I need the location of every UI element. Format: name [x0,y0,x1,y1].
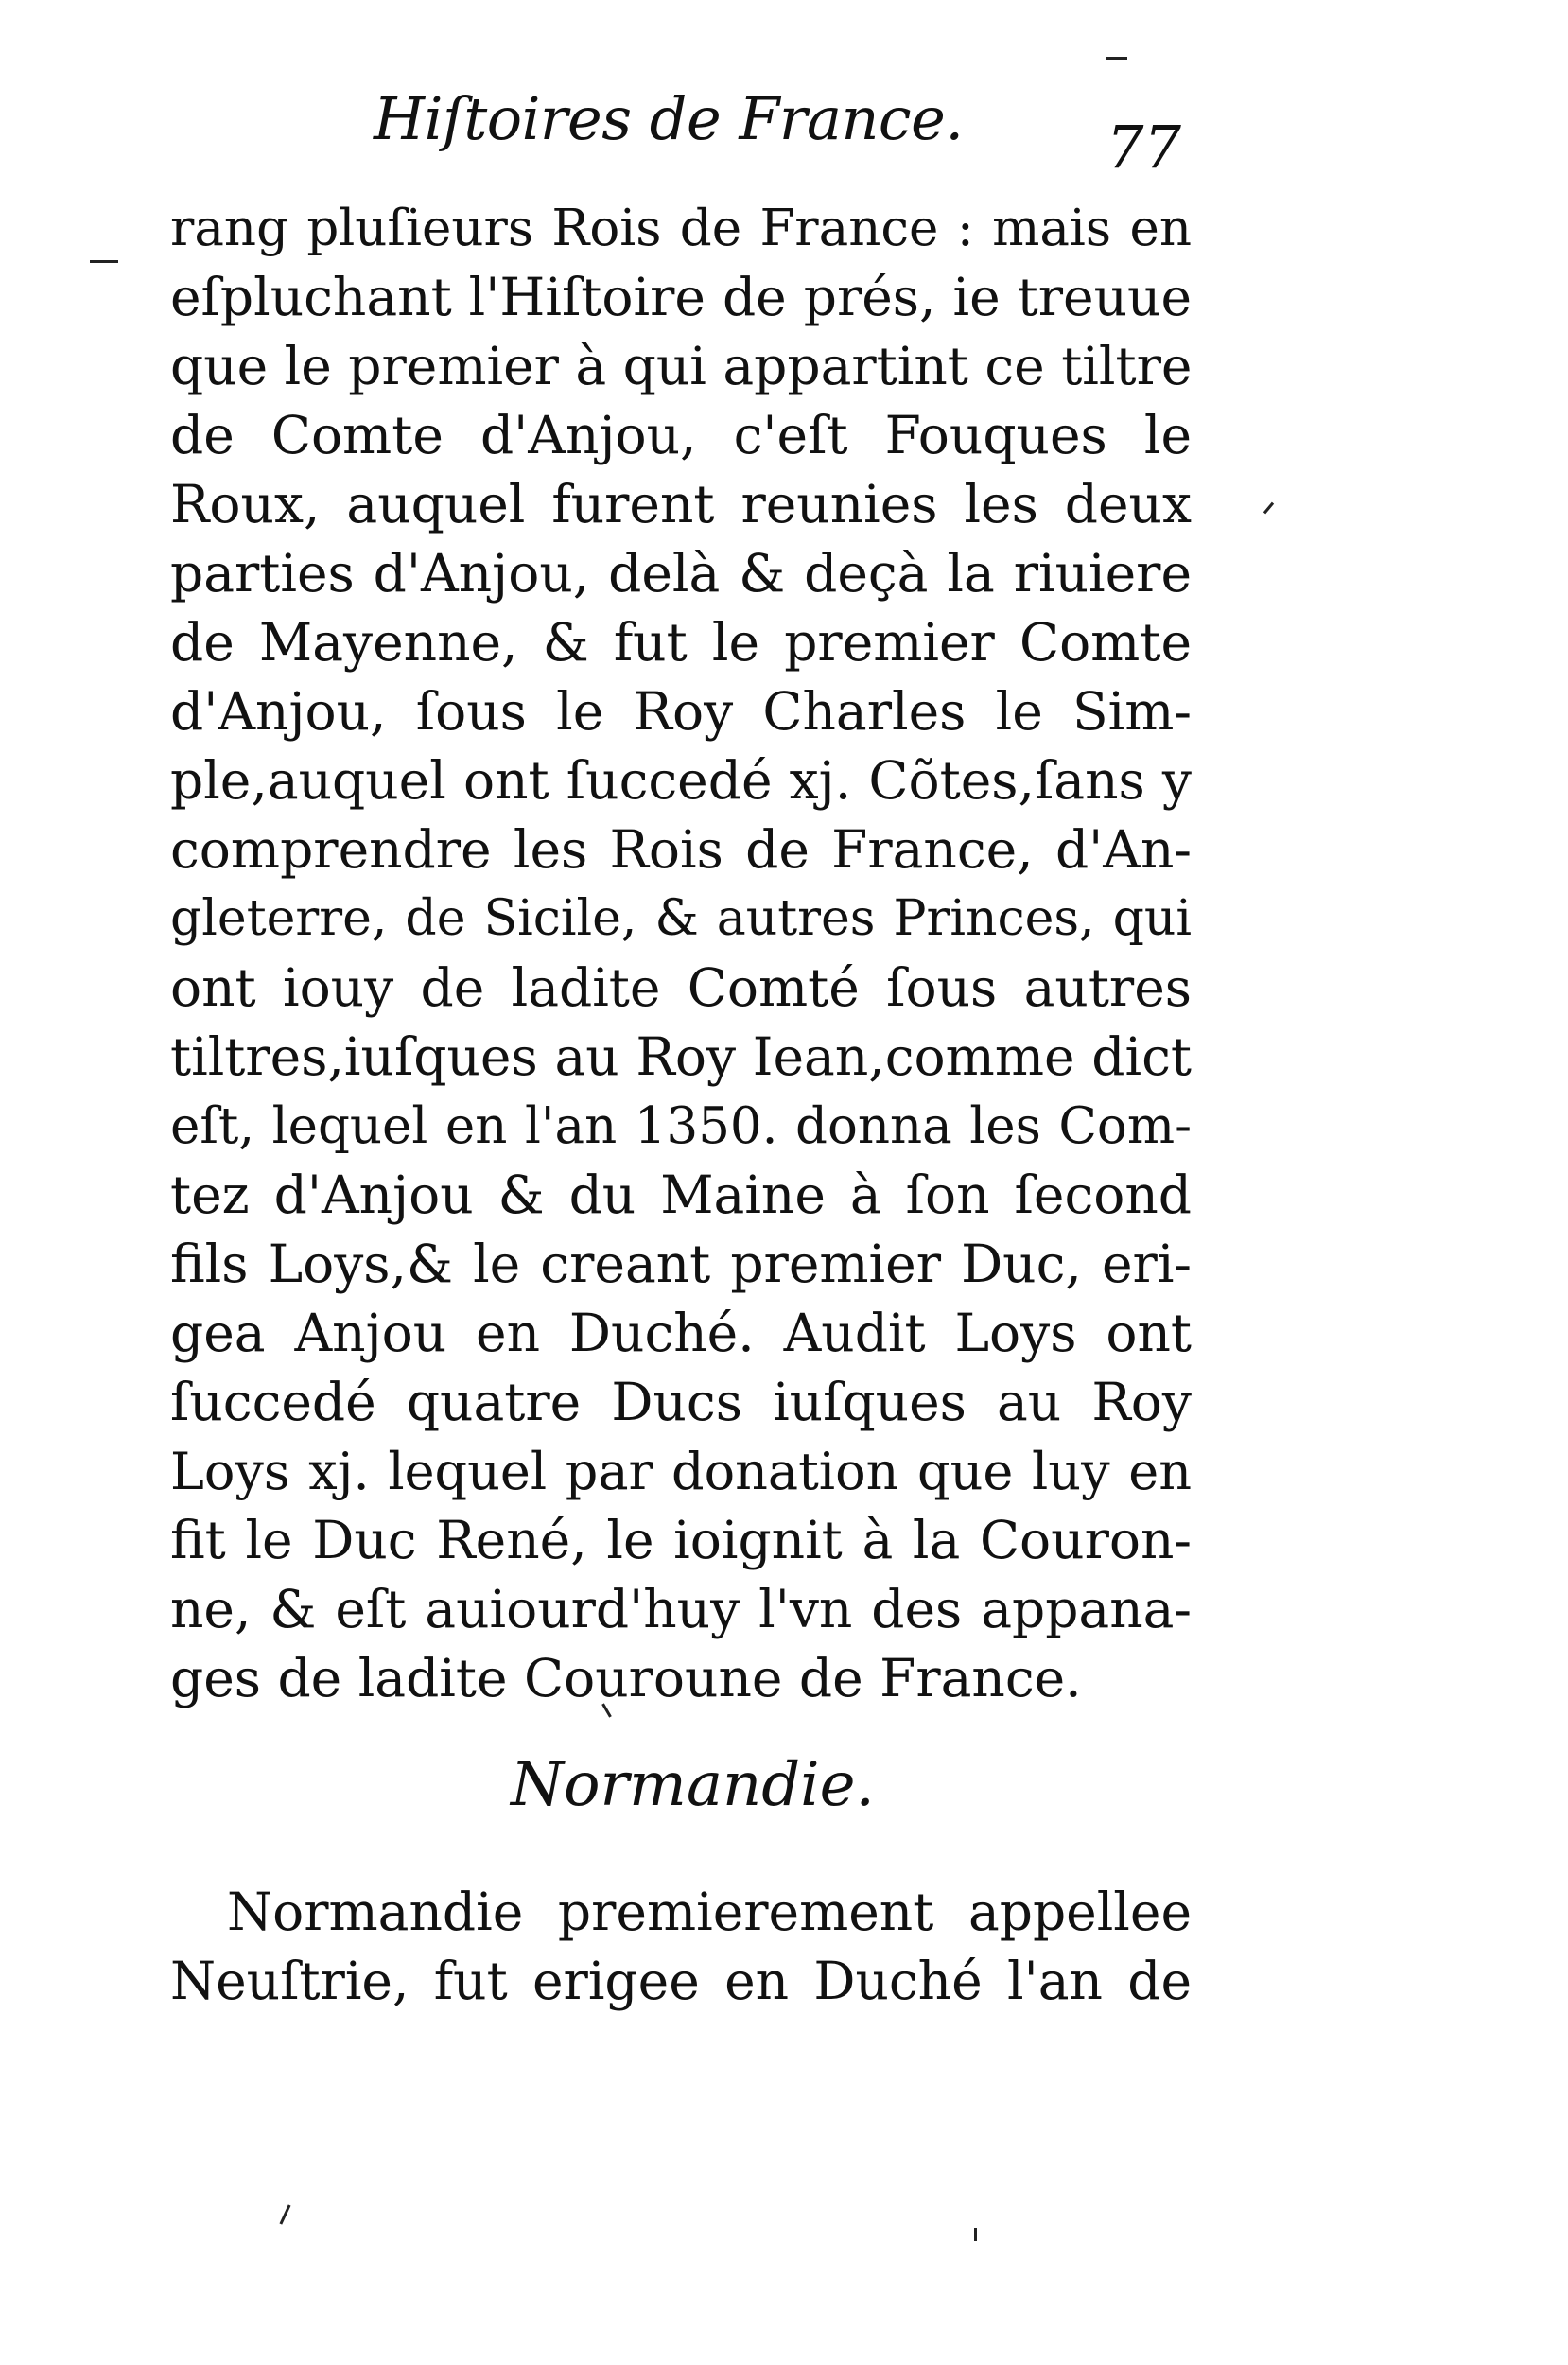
text-line: eſt, lequel en l'an 1350. donna les Com- [170,1097,1192,1155]
text-line: de Comte d'Anjou, c'eſt Fouques le [170,405,1192,465]
text-line: ges de ladite Couroune de France. [170,1648,1082,1708]
text-line: de Mayenne, & fut le premier Comte [170,612,1192,673]
text-line: gea Anjou en Duché. Audit Loys ont [170,1303,1192,1363]
text-line: fils Loys,& le creant premier Duc, eri- [170,1234,1192,1294]
text-line: tiltres,iuſques au Roy Iean,comme dict [170,1026,1192,1087]
text-line: comprendre les Rois de France, d'An- [170,819,1192,880]
text-line: fit le Duc René, le ioignit à la Couron- [170,1510,1192,1570]
scan-speck [1106,57,1127,60]
scan-speck [279,2204,290,2224]
scan-speck [1263,502,1274,515]
text-line: Roux, auquel furent reunies les deux [170,474,1192,534]
text-line: Neuſtrie, fut erigee en Duché l'an de [170,1951,1192,2011]
text-line: Loys xj. lequel par donation que luy en [170,1442,1192,1501]
text-line: parties d'Anjou, delà & deçà la riuiere [170,543,1192,604]
text-line: ne, & eſt auiourd'huy l'vn des appana- [170,1579,1192,1639]
paragraph-anjou [170,194,1192,1713]
text-line: que le premier à qui appartint ce tiltre [170,336,1193,396]
text-line: d'Anjou, ſous le Roy Charles le Sim- [170,681,1192,742]
section-heading: Normandie. [511,1750,875,1820]
text-line: gleterre, de Sicile, & autres Princes, qui [170,890,1192,947]
scan-speck [974,2228,977,2241]
text-line: rang pluſieurs Rois de France : mais en [170,200,1192,257]
text-line: eſpluchant l'Hiſtoire de prés, ie treuue [170,267,1192,327]
text-line: Normandie premierement appellee [227,1882,1192,1942]
running-title: Hiſtoires de France. [374,84,964,153]
text-line: ont iouy de ladite Comté ſous autres [170,957,1192,1018]
scan-speck [90,260,118,263]
text-line: ple,auquel ont ſuccedé xj. Cõtes,ſans y [170,750,1192,811]
page-number: 77 [1106,113,1181,182]
paragraph-normandie [170,1878,1192,2016]
text-line: tez d'Anjou & du Maine à ſon ſecond [170,1165,1192,1225]
text-line: ſuccedé quatre Ducs iuſques au Roy [170,1372,1192,1432]
